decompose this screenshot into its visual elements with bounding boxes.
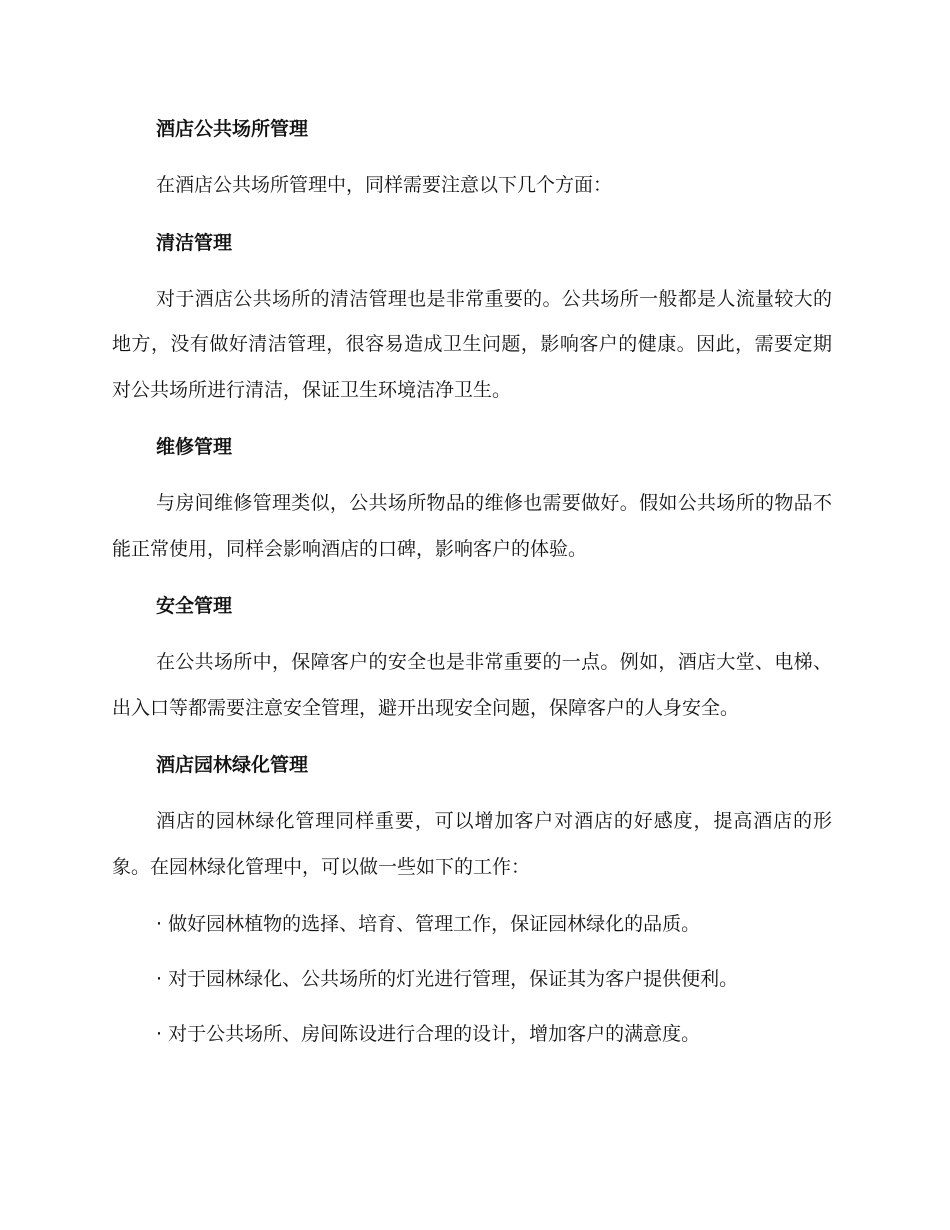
- bullet-item: · 对于公共场所、房间陈设进行合理的设计，增加客户的满意度。: [156, 1023, 701, 1045]
- heading-public-areas: 酒店公共场所管理: [156, 118, 309, 140]
- paragraph-maintenance: 与房间维修管理类似，公共场所物品的维修也需要做好。假如公共场所的物品不能正常使用，同样会影响酒店的口碑，影响客户的体验。: [112, 492, 832, 560]
- heading-safety: 安全管理: [156, 595, 233, 617]
- document-page: [112, 108, 832, 1055]
- paragraph-landscaping: 酒店的园林绿化管理同样重要，可以增加客户对酒店的好感度，提高酒店的形象。在园林绿化管理中，可以做一些如下的工作：: [112, 810, 832, 878]
- bullet-item: · 对于园林绿化、公共场所的灯光进行管理，保证其为客户提供便利。: [156, 968, 739, 990]
- heading-maintenance: 维修管理: [156, 436, 233, 458]
- paragraph-public-areas-intro: 在酒店公共场所管理中，同样需要注意以下几个方面：: [156, 174, 613, 196]
- bullet-item: · 做好园林植物的选择、培育、管理工作，保证园林绿化的品质。: [156, 913, 701, 935]
- heading-cleaning: 清洁管理: [156, 231, 233, 254]
- paragraph-safety: 在公共场所中，保障客户的安全也是非常重要的一点。例如，酒店大堂、电梯、出入口等都需要注意安全管理，避开出现安全问题，保障客户的人身安全。: [112, 651, 832, 719]
- paragraph-cleaning: 对于酒店公共场所的清洁管理也是非常重要的。公共场所一般都是人流量较大的地方，没有做好清洁管理，很容易造成卫生问题，影响客户的健康。因此，需要定期对公共场所进行清洁，保证卫生环境洁净卫生。: [112, 287, 832, 401]
- heading-landscaping: 酒店园林绿化管理: [156, 754, 309, 776]
